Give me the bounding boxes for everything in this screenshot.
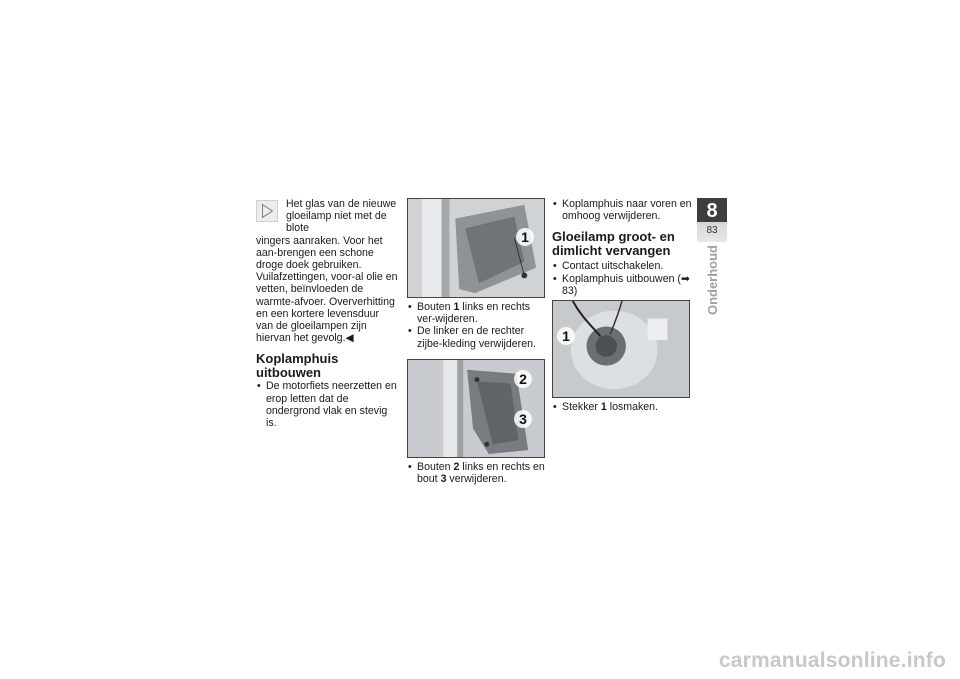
text: Stekker [562, 401, 601, 414]
chapter-title: Onderhoud [705, 245, 720, 316]
bullet-list-2 [407, 301, 545, 350]
end-mark: ◀ [345, 332, 354, 345]
bullet-list-1 [256, 380, 398, 429]
list-item: • Koplamphuis naar voren en omhoog verwijderen. [552, 198, 692, 222]
heading-headlamp-removal: Koplamphuis uitbouwen [256, 351, 339, 381]
text: links en rechts en bout [417, 460, 545, 486]
text: Koplamphuis uitbouwen ( [562, 272, 681, 285]
list-item: • De motorfiets neerzetten en erop letten dat de ondergrond vlak en stevig is. [256, 380, 398, 429]
bullet-list-5 [552, 260, 692, 297]
heading-bulb-replacement: Gloeilamp groot- en dimlicht vervangen [552, 229, 675, 259]
callout-1: 1 [557, 327, 575, 345]
callout-3: 3 [514, 410, 532, 428]
bullet-list-4 [552, 198, 692, 222]
column-3 [552, 198, 692, 413]
list-item [552, 401, 692, 413]
bullet-list-6 [552, 401, 692, 413]
text: Bouten [417, 301, 454, 313]
chapter-title-vertical [697, 245, 727, 345]
chapter-number: 8 [706, 200, 718, 222]
list-item: • Contact uitschakelen. [552, 260, 692, 272]
photo-side-panel-bolts [407, 359, 545, 458]
text: Bouten [417, 460, 454, 473]
callout-1: 1 [516, 228, 534, 246]
column-1 [256, 198, 398, 429]
text: links en rechts ver-wijderen. [417, 301, 531, 326]
page-number: 83 [706, 225, 718, 236]
ref-number: 3 [440, 473, 447, 486]
note-rest: vingers aanraken. Voor het aan-brengen een schone droge doek gebruiken. Vuilafzettingen, voor-al olie en vetten, beïnvloeden de warmte-afvoer. Oververhitting en een kortere levensduur van de gloeilampen zijn hiervan het gevolg. [256, 234, 398, 345]
ref-number: 2 [453, 460, 460, 473]
bullet-list-3 [407, 461, 545, 485]
note-line-2: gloeilamp niet met de blote [286, 210, 387, 235]
warning-triangle-icon [256, 200, 278, 222]
text: verwijderen. [446, 473, 507, 486]
note-text [256, 235, 398, 345]
note-line-1: Het glas van de nieuwe [286, 198, 397, 210]
photo-fairing-bolt [407, 198, 545, 298]
callout-2: 2 [514, 370, 532, 388]
warning-note [256, 198, 398, 344]
watermark: carmanualsonline.info [718, 649, 946, 672]
list-item [407, 461, 545, 485]
chapter-tab [697, 198, 727, 242]
ref-number: 1 [600, 401, 607, 414]
column-2 [407, 198, 545, 485]
text: losmaken. [606, 401, 658, 414]
page-reference: ➡ 83) [562, 272, 690, 297]
photo-headlamp-connector [552, 300, 690, 398]
ref-number: 1 [453, 301, 460, 313]
list-item: • De linker en de rechter zijbe-kleding verwijderen. [407, 325, 545, 349]
list-item [552, 273, 692, 297]
list-item [407, 301, 545, 325]
